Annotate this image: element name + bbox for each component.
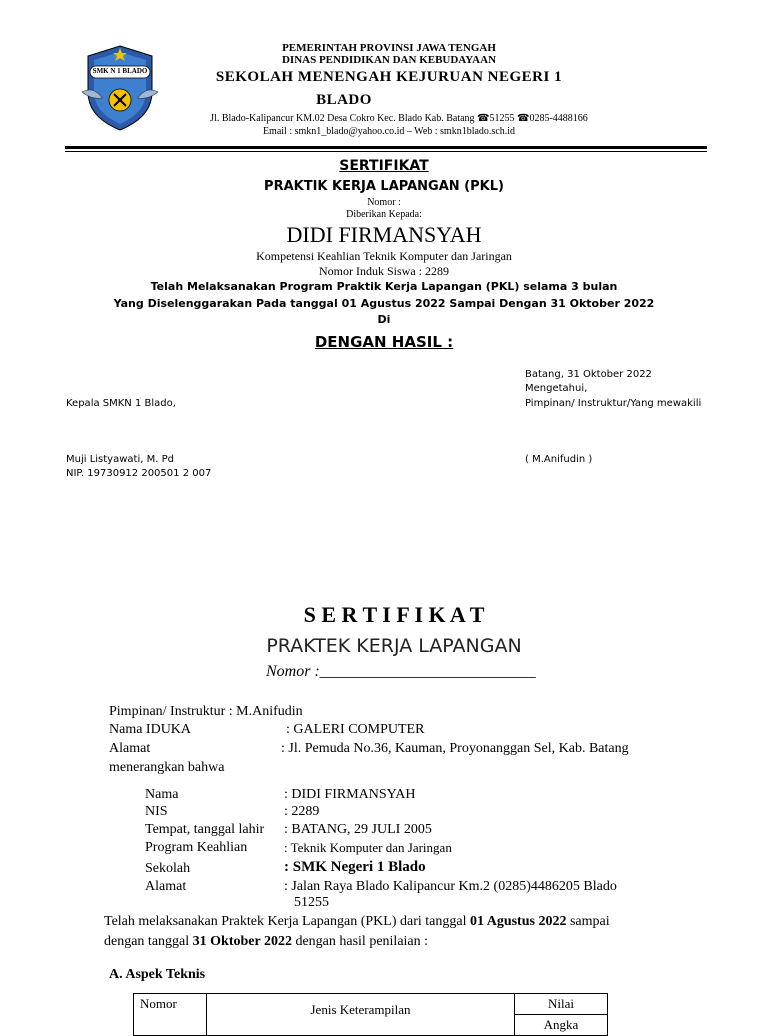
cert1-line-1: Telah Melaksanakan Program Praktik Kerja Lapangan (PKL) selama 3 bulan (150, 280, 618, 293)
recipient-name: DIDI FIRMANSYAH (286, 222, 482, 247)
iduka-alamat-label: Alamat (109, 741, 151, 756)
cert1-kompetensi: Kompetensi Keahlian Teknik Komputer dan Jaringan (256, 249, 512, 263)
col-angka: Angka (515, 1015, 608, 1036)
skill-table (133, 993, 608, 1036)
cert2-end-date: 31 Oktober 2022 (192, 934, 292, 949)
iduka-label: Nama IDUKA (109, 722, 192, 737)
field-value-nama: : DIDI FIRMANSYAH (284, 787, 416, 802)
cert2-title: S E R T I F I K A T (303, 602, 485, 627)
gov-line-2: DINAS PENDIDIKAN DAN KEBUDAYAAN (281, 54, 497, 66)
field-label-ttl: Tempat, tanggal lahir (145, 822, 265, 837)
field-value-sekolah: : SMK Negeri 1 Blado (284, 859, 426, 875)
pimpinan-role: Pimpinan/ Instruktur/Yang mewakili (525, 398, 702, 409)
iduka-alamat-value: : Jl. Pemuda No.36, Kauman, Proyonanggan Sel, Kab. Batang (281, 741, 629, 756)
cert2-start-date: 01 Agustus 2022 (469, 914, 567, 929)
cert1-hasil: DENGAN HASIL : (314, 333, 454, 351)
cert2-subtitle: PRAKTEK KERJA LAPANGAN (266, 635, 522, 657)
cert2-para-1 (104, 914, 610, 930)
field-label-nama: Nama (145, 787, 179, 802)
cert1-line-2-c: Sampai Dengan (445, 297, 551, 310)
cert1-subtitle: PRAKTIK KERJA LAPANGAN (PKL) (264, 179, 504, 194)
school-address: Jl. Blado-Kalipancur KM.02 Desa Cokro Kec. Blado Kab. Batang ☎51255 ☎0285-4488166 (210, 113, 588, 124)
header-divider-thick (65, 146, 707, 149)
cert2-instruktur: Pimpinan/ Instruktur : M.Anifudin (109, 704, 303, 719)
cert2-para-2-a: dengan tanggal (104, 934, 193, 949)
mengetahui: Mengetahui, (525, 383, 588, 394)
field-value-program: : Teknik Komputer dan Jaringan (284, 840, 452, 855)
field-label-sekolah: Sekolah (145, 861, 191, 876)
iduka-value: : GALERI COMPUTER (286, 722, 425, 737)
field-value-alamat-cont: 51255 (294, 895, 329, 910)
cert2-nomor: Nomor :___________________________ (266, 663, 536, 680)
school-name-line-2: BLADO (316, 92, 372, 108)
cert1-end-date: 31 Oktober 2022 (550, 297, 655, 310)
cert2-para-2-c: dengan hasil penilaian : (291, 934, 429, 949)
field-label-alamat: Alamat (145, 879, 187, 894)
cert1-start-date: 01 Agustus 2022 (341, 297, 446, 310)
gov-line-1: PEMERINTAH PROVINSI JAWA TENGAH (282, 42, 496, 54)
cert1-diberikan: Diberikan Kepada: (346, 209, 422, 220)
school-contact: Email : smkn1_blado@yahoo.co.id – Web : smkn1blado.sch.id (262, 126, 516, 137)
field-value-nis: : 2289 (284, 804, 320, 819)
cert2-para-1-c: sampai (566, 914, 610, 929)
cert1-line-2-a: Yang Diselenggarakan Pada tanggal (113, 297, 342, 310)
cert1-nomor: Nomor : (367, 197, 401, 208)
header-divider-thin (65, 151, 707, 152)
field-label-program: Program Keahlian (145, 840, 248, 855)
kepala-name: Muji Listyawati, M. Pd (66, 454, 174, 465)
cert1-nis: Nomor Induk Siswa : 2289 (319, 264, 449, 278)
kepala-nip: NIP. 19730912 200501 2 007 (66, 468, 212, 479)
col-nomor: Nomor (134, 994, 207, 1036)
pimpinan-name: ( M.Anifudin ) (525, 454, 593, 465)
school-name-line-1: SEKOLAH MENENGAH KEJURUAN NEGERI 1 (215, 69, 563, 85)
cert2-para-1-a: Telah melaksanakan Praktek Kerja Lapangan (PKL) dari tanggal (104, 914, 470, 929)
cert1-title: SERTIFIKAT (339, 158, 429, 174)
field-value-alamat: : Jalan Raya Blado Kalipancur Km.2 (0285)4486205 Blado (284, 879, 617, 894)
col-nilai: Nilai (515, 994, 608, 1015)
logo-text: SMK N 1 BLADO (92, 67, 148, 75)
field-label-nis: NIS (145, 804, 168, 819)
cert2-para-2 (104, 934, 428, 950)
place-date: Batang, 31 Oktober 2022 (525, 369, 652, 380)
col-jenis: Jenis Keterampilan (207, 994, 515, 1036)
field-value-ttl: : BATANG, 29 JULI 2005 (284, 822, 432, 837)
kepala-role: Kepala SMKN 1 Blado, (66, 398, 176, 409)
section-a-heading: A. Aspek Teknis (109, 967, 206, 982)
cert1-line-2 (0, 297, 768, 310)
cert1-di: Di (377, 313, 391, 326)
table-header-row (134, 994, 608, 1015)
menerangkan: menerangkan bahwa (109, 760, 225, 775)
